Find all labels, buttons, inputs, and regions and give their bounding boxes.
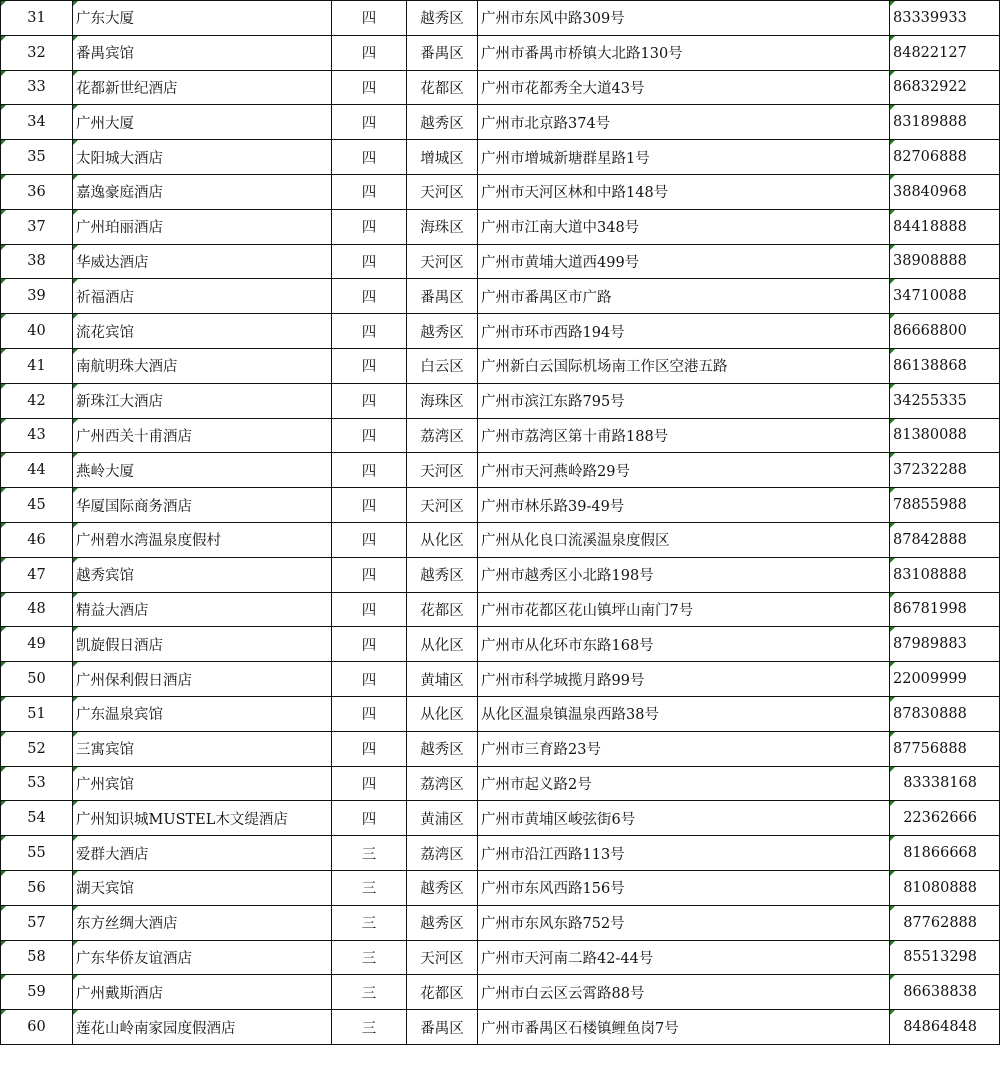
district-cell[interactable]: 荔湾区 [407,836,478,871]
star-rating-cell[interactable]: 四 [332,140,407,175]
row-number-cell[interactable]: 36 [1,174,73,209]
address-cell[interactable]: 广州市东风西路156号 [478,870,890,905]
hotel-name-cell[interactable]: 莲花山岭南家园度假酒店 [73,1010,332,1045]
phone-cell[interactable]: 22009999 [890,662,1000,697]
district-cell[interactable]: 黄浦区 [407,801,478,836]
table-row [1,35,1000,70]
phone-cell[interactable]: 81380088 [890,418,1000,453]
star-rating-cell[interactable]: 四 [332,696,407,731]
row-number-cell[interactable]: 49 [1,627,73,662]
table-row [1,731,1000,766]
address-cell[interactable]: 广州市三育路23号 [478,731,890,766]
district-cell[interactable]: 越秀区 [407,870,478,905]
address-cell[interactable]: 广州市白云区云霄路88号 [478,975,890,1010]
hotel-name-cell[interactable]: 华威达酒店 [73,244,332,279]
star-rating-cell[interactable]: 四 [332,627,407,662]
star-rating-cell[interactable]: 四 [332,418,407,453]
district-cell[interactable]: 天河区 [407,453,478,488]
phone-cell[interactable]: 87756888 [890,731,1000,766]
address-cell[interactable]: 广州市天河区林和中路148号 [478,174,890,209]
address-cell[interactable]: 广州市天河燕岭路29号 [478,453,890,488]
star-rating-cell[interactable]: 三 [332,905,407,940]
address-cell[interactable]: 广州市花都区花山镇坪山南门7号 [478,592,890,627]
district-cell[interactable]: 天河区 [407,488,478,523]
star-rating-cell[interactable]: 四 [332,557,407,592]
star-rating-cell[interactable]: 三 [332,836,407,871]
hotel-name-cell[interactable]: 广州保利假日酒店 [73,662,332,697]
address-cell[interactable]: 广州市天河南二路42-44号 [478,940,890,975]
table-row [1,383,1000,418]
star-rating-cell[interactable]: 四 [332,488,407,523]
address-cell[interactable]: 广州市黄埔区峻弦街6号 [478,801,890,836]
district-cell[interactable]: 番禺区 [407,1010,478,1045]
address-cell[interactable]: 广州市从化环市东路168号 [478,627,890,662]
table-row [1,801,1000,836]
hotel-name-cell[interactable]: 花都新世纪酒店 [73,70,332,105]
district-cell[interactable]: 海珠区 [407,209,478,244]
address-cell[interactable]: 广州市黄埔大道西499号 [478,244,890,279]
hotel-name-cell[interactable]: 流花宾馆 [73,314,332,349]
address-cell[interactable]: 广州市东风东路752号 [478,905,890,940]
table-row [1,348,1000,383]
star-rating-cell[interactable]: 四 [332,453,407,488]
phone-cell[interactable]: 83339933 [890,1,1000,36]
table-row [1,418,1000,453]
phone-cell[interactable]: 87762888 [890,905,1000,940]
table-row [1,940,1000,975]
district-cell[interactable]: 番禺区 [407,279,478,314]
table-row [1,836,1000,871]
address-cell[interactable]: 广州市北京路374号 [478,105,890,140]
address-cell[interactable]: 广州市东风中路309号 [478,1,890,36]
address-cell[interactable]: 广州市番禺区石楼镇鲤鱼岗7号 [478,1010,890,1045]
phone-cell[interactable]: 84864848 [890,1010,1000,1045]
district-cell[interactable]: 越秀区 [407,314,478,349]
star-rating-cell[interactable]: 四 [332,1,407,36]
star-rating-cell[interactable]: 四 [332,70,407,105]
row-number-cell[interactable]: 47 [1,557,73,592]
phone-cell[interactable]: 84418888 [890,209,1000,244]
star-rating-cell[interactable]: 四 [332,174,407,209]
table-row [1,905,1000,940]
address-cell[interactable]: 广州市番禺区市广路 [478,279,890,314]
star-rating-cell[interactable]: 四 [332,662,407,697]
row-number-cell[interactable]: 51 [1,696,73,731]
district-cell[interactable]: 越秀区 [407,905,478,940]
hotel-name-cell[interactable]: 东方丝绸大酒店 [73,905,332,940]
hotel-name-cell[interactable]: 祈福酒店 [73,279,332,314]
hotel-name-cell[interactable]: 越秀宾馆 [73,557,332,592]
star-rating-cell[interactable]: 四 [332,209,407,244]
district-cell[interactable]: 天河区 [407,940,478,975]
table-row [1,557,1000,592]
star-rating-cell[interactable]: 四 [332,279,407,314]
district-cell[interactable]: 番禺区 [407,35,478,70]
hotel-name-cell[interactable]: 新珠江大酒店 [73,383,332,418]
address-cell[interactable]: 广州市环市西路194号 [478,314,890,349]
row-number-cell[interactable]: 31 [1,1,73,36]
hotel-name-cell[interactable]: 三寓宾馆 [73,731,332,766]
phone-cell[interactable]: 85513298 [890,940,1000,975]
star-rating-cell[interactable]: 四 [332,731,407,766]
phone-cell[interactable]: 83108888 [890,557,1000,592]
district-cell[interactable]: 海珠区 [407,383,478,418]
table-row [1,1010,1000,1045]
row-number-cell[interactable]: 58 [1,940,73,975]
star-rating-cell[interactable]: 四 [332,522,407,557]
table-row [1,696,1000,731]
district-cell[interactable]: 白云区 [407,348,478,383]
row-number-cell[interactable]: 42 [1,383,73,418]
table-row [1,1,1000,36]
address-cell[interactable]: 广州市越秀区小北路198号 [478,557,890,592]
phone-cell[interactable]: 87830888 [890,696,1000,731]
phone-cell[interactable]: 83338168 [890,766,1000,801]
address-cell[interactable]: 广州市江南大道中348号 [478,209,890,244]
star-rating-cell[interactable]: 四 [332,244,407,279]
hotel-name-cell[interactable]: 太阳城大酒店 [73,140,332,175]
row-number-cell[interactable]: 38 [1,244,73,279]
address-cell[interactable]: 广州新白云国际机场南工作区空港五路 [478,348,890,383]
table-row [1,522,1000,557]
phone-cell[interactable]: 81866668 [890,836,1000,871]
hotel-name-cell[interactable]: 爱群大酒店 [73,836,332,871]
district-cell[interactable]: 花都区 [407,592,478,627]
hotel-name-cell[interactable]: 嘉逸豪庭酒店 [73,174,332,209]
district-cell[interactable]: 从化区 [407,627,478,662]
hotel-name-cell[interactable]: 南航明珠大酒店 [73,348,332,383]
address-cell[interactable]: 广州市林乐路39-49号 [478,488,890,523]
hotel-name-cell[interactable]: 燕岭大厦 [73,453,332,488]
hotel-name-cell[interactable]: 凯旋假日酒店 [73,627,332,662]
row-number-cell[interactable]: 34 [1,105,73,140]
row-number-cell[interactable]: 52 [1,731,73,766]
hotel-name-cell[interactable]: 番禺宾馆 [73,35,332,70]
phone-cell[interactable]: 22362666 [890,801,1000,836]
hotel-name-cell[interactable]: 广州大厦 [73,105,332,140]
table-row [1,627,1000,662]
phone-cell[interactable]: 37232288 [890,453,1000,488]
address-cell[interactable]: 广州市起义路2号 [478,766,890,801]
table-row [1,870,1000,905]
hotel-name-cell[interactable]: 华厦国际商务酒店 [73,488,332,523]
table-row [1,314,1000,349]
table-row [1,209,1000,244]
row-number-cell[interactable]: 55 [1,836,73,871]
phone-cell[interactable]: 34710088 [890,279,1000,314]
row-number-cell[interactable]: 33 [1,70,73,105]
table-row [1,592,1000,627]
table-row [1,975,1000,1010]
district-cell[interactable]: 天河区 [407,244,478,279]
phone-cell[interactable]: 86638838 [890,975,1000,1010]
district-cell[interactable]: 越秀区 [407,1,478,36]
district-cell[interactable]: 越秀区 [407,731,478,766]
address-cell[interactable]: 广州市花都秀全大道43号 [478,70,890,105]
phone-cell[interactable]: 81080888 [890,870,1000,905]
address-cell[interactable]: 从化区温泉镇温泉西路38号 [478,696,890,731]
row-number-cell[interactable]: 35 [1,140,73,175]
phone-cell[interactable]: 78855988 [890,488,1000,523]
district-cell[interactable]: 越秀区 [407,557,478,592]
star-rating-cell[interactable]: 三 [332,1010,407,1045]
row-number-cell[interactable]: 46 [1,522,73,557]
row-number-cell[interactable]: 40 [1,314,73,349]
district-cell[interactable]: 花都区 [407,70,478,105]
hotel-name-cell[interactable]: 广州西关十甫酒店 [73,418,332,453]
table-row [1,453,1000,488]
hotel-name-cell[interactable]: 湖天宾馆 [73,870,332,905]
table-row [1,70,1000,105]
phone-cell[interactable]: 34255335 [890,383,1000,418]
star-rating-cell[interactable]: 三 [332,940,407,975]
row-number-cell[interactable]: 59 [1,975,73,1010]
district-cell[interactable]: 花都区 [407,975,478,1010]
star-rating-cell[interactable]: 四 [332,348,407,383]
district-cell[interactable]: 从化区 [407,522,478,557]
row-number-cell[interactable]: 54 [1,801,73,836]
hotel-name-cell[interactable]: 广州知识城MUSTEL木文缇酒店 [73,801,332,836]
hotel-name-cell[interactable]: 广东华侨友谊酒店 [73,940,332,975]
hotel-name-cell[interactable]: 广州戴斯酒店 [73,975,332,1010]
hotel-name-cell[interactable]: 广东大厦 [73,1,332,36]
address-cell[interactable]: 广州从化良口流溪温泉度假区 [478,522,890,557]
address-cell[interactable]: 广州市荔湾区第十甫路188号 [478,418,890,453]
star-rating-cell[interactable]: 四 [332,35,407,70]
phone-cell[interactable]: 82706888 [890,140,1000,175]
table-row [1,140,1000,175]
table-row [1,766,1000,801]
address-cell[interactable]: 广州市番禺市桥镇大北路130号 [478,35,890,70]
table-row [1,174,1000,209]
address-cell[interactable]: 广州市沿江西路113号 [478,836,890,871]
hotel-name-cell[interactable]: 广东温泉宾馆 [73,696,332,731]
star-rating-cell[interactable]: 四 [332,766,407,801]
star-rating-cell[interactable]: 四 [332,105,407,140]
hotel-name-cell[interactable]: 精益大酒店 [73,592,332,627]
district-cell[interactable]: 黄埔区 [407,662,478,697]
star-rating-cell[interactable]: 四 [332,801,407,836]
phone-cell[interactable]: 86138868 [890,348,1000,383]
district-cell[interactable]: 越秀区 [407,105,478,140]
row-number-cell[interactable]: 60 [1,1010,73,1045]
star-rating-cell[interactable]: 四 [332,383,407,418]
row-number-cell[interactable]: 37 [1,209,73,244]
phone-cell[interactable]: 86781998 [890,592,1000,627]
table-row [1,105,1000,140]
district-cell[interactable]: 荔湾区 [407,418,478,453]
table-row [1,244,1000,279]
phone-cell[interactable]: 38908888 [890,244,1000,279]
district-cell[interactable]: 增城区 [407,140,478,175]
hotel-rows [1,1,1000,1045]
address-cell[interactable]: 广州市滨江东路795号 [478,383,890,418]
row-number-cell[interactable]: 32 [1,35,73,70]
row-number-cell[interactable]: 53 [1,766,73,801]
star-rating-cell[interactable]: 四 [332,314,407,349]
phone-cell[interactable]: 83189888 [890,105,1000,140]
hotel-name-cell[interactable]: 广州宾馆 [73,766,332,801]
row-number-cell[interactable]: 41 [1,348,73,383]
row-number-cell[interactable]: 43 [1,418,73,453]
star-rating-cell[interactable]: 四 [332,592,407,627]
star-rating-cell[interactable]: 三 [332,975,407,1010]
phone-cell[interactable]: 87989883 [890,627,1000,662]
phone-cell[interactable]: 84822127 [890,35,1000,70]
hotel-name-cell[interactable]: 广州珀丽酒店 [73,209,332,244]
district-cell[interactable]: 荔湾区 [407,766,478,801]
address-cell[interactable]: 广州市增城新塘群星路1号 [478,140,890,175]
row-number-cell[interactable]: 44 [1,453,73,488]
star-rating-cell[interactable]: 三 [332,870,407,905]
district-cell[interactable]: 从化区 [407,696,478,731]
row-number-cell[interactable]: 56 [1,870,73,905]
row-number-cell[interactable]: 48 [1,592,73,627]
hotel-name-cell[interactable]: 广州碧水湾温泉度假村 [73,522,332,557]
phone-cell[interactable]: 87842888 [890,522,1000,557]
phone-cell[interactable]: 86832922 [890,70,1000,105]
address-cell[interactable]: 广州市科学城揽月路99号 [478,662,890,697]
row-number-cell[interactable]: 45 [1,488,73,523]
row-number-cell[interactable]: 39 [1,279,73,314]
district-cell[interactable]: 天河区 [407,174,478,209]
table-row [1,488,1000,523]
phone-cell[interactable]: 86668800 [890,314,1000,349]
table-row [1,279,1000,314]
row-number-cell[interactable]: 50 [1,662,73,697]
table-row [1,662,1000,697]
row-number-cell[interactable]: 57 [1,905,73,940]
phone-cell[interactable]: 38840968 [890,174,1000,209]
